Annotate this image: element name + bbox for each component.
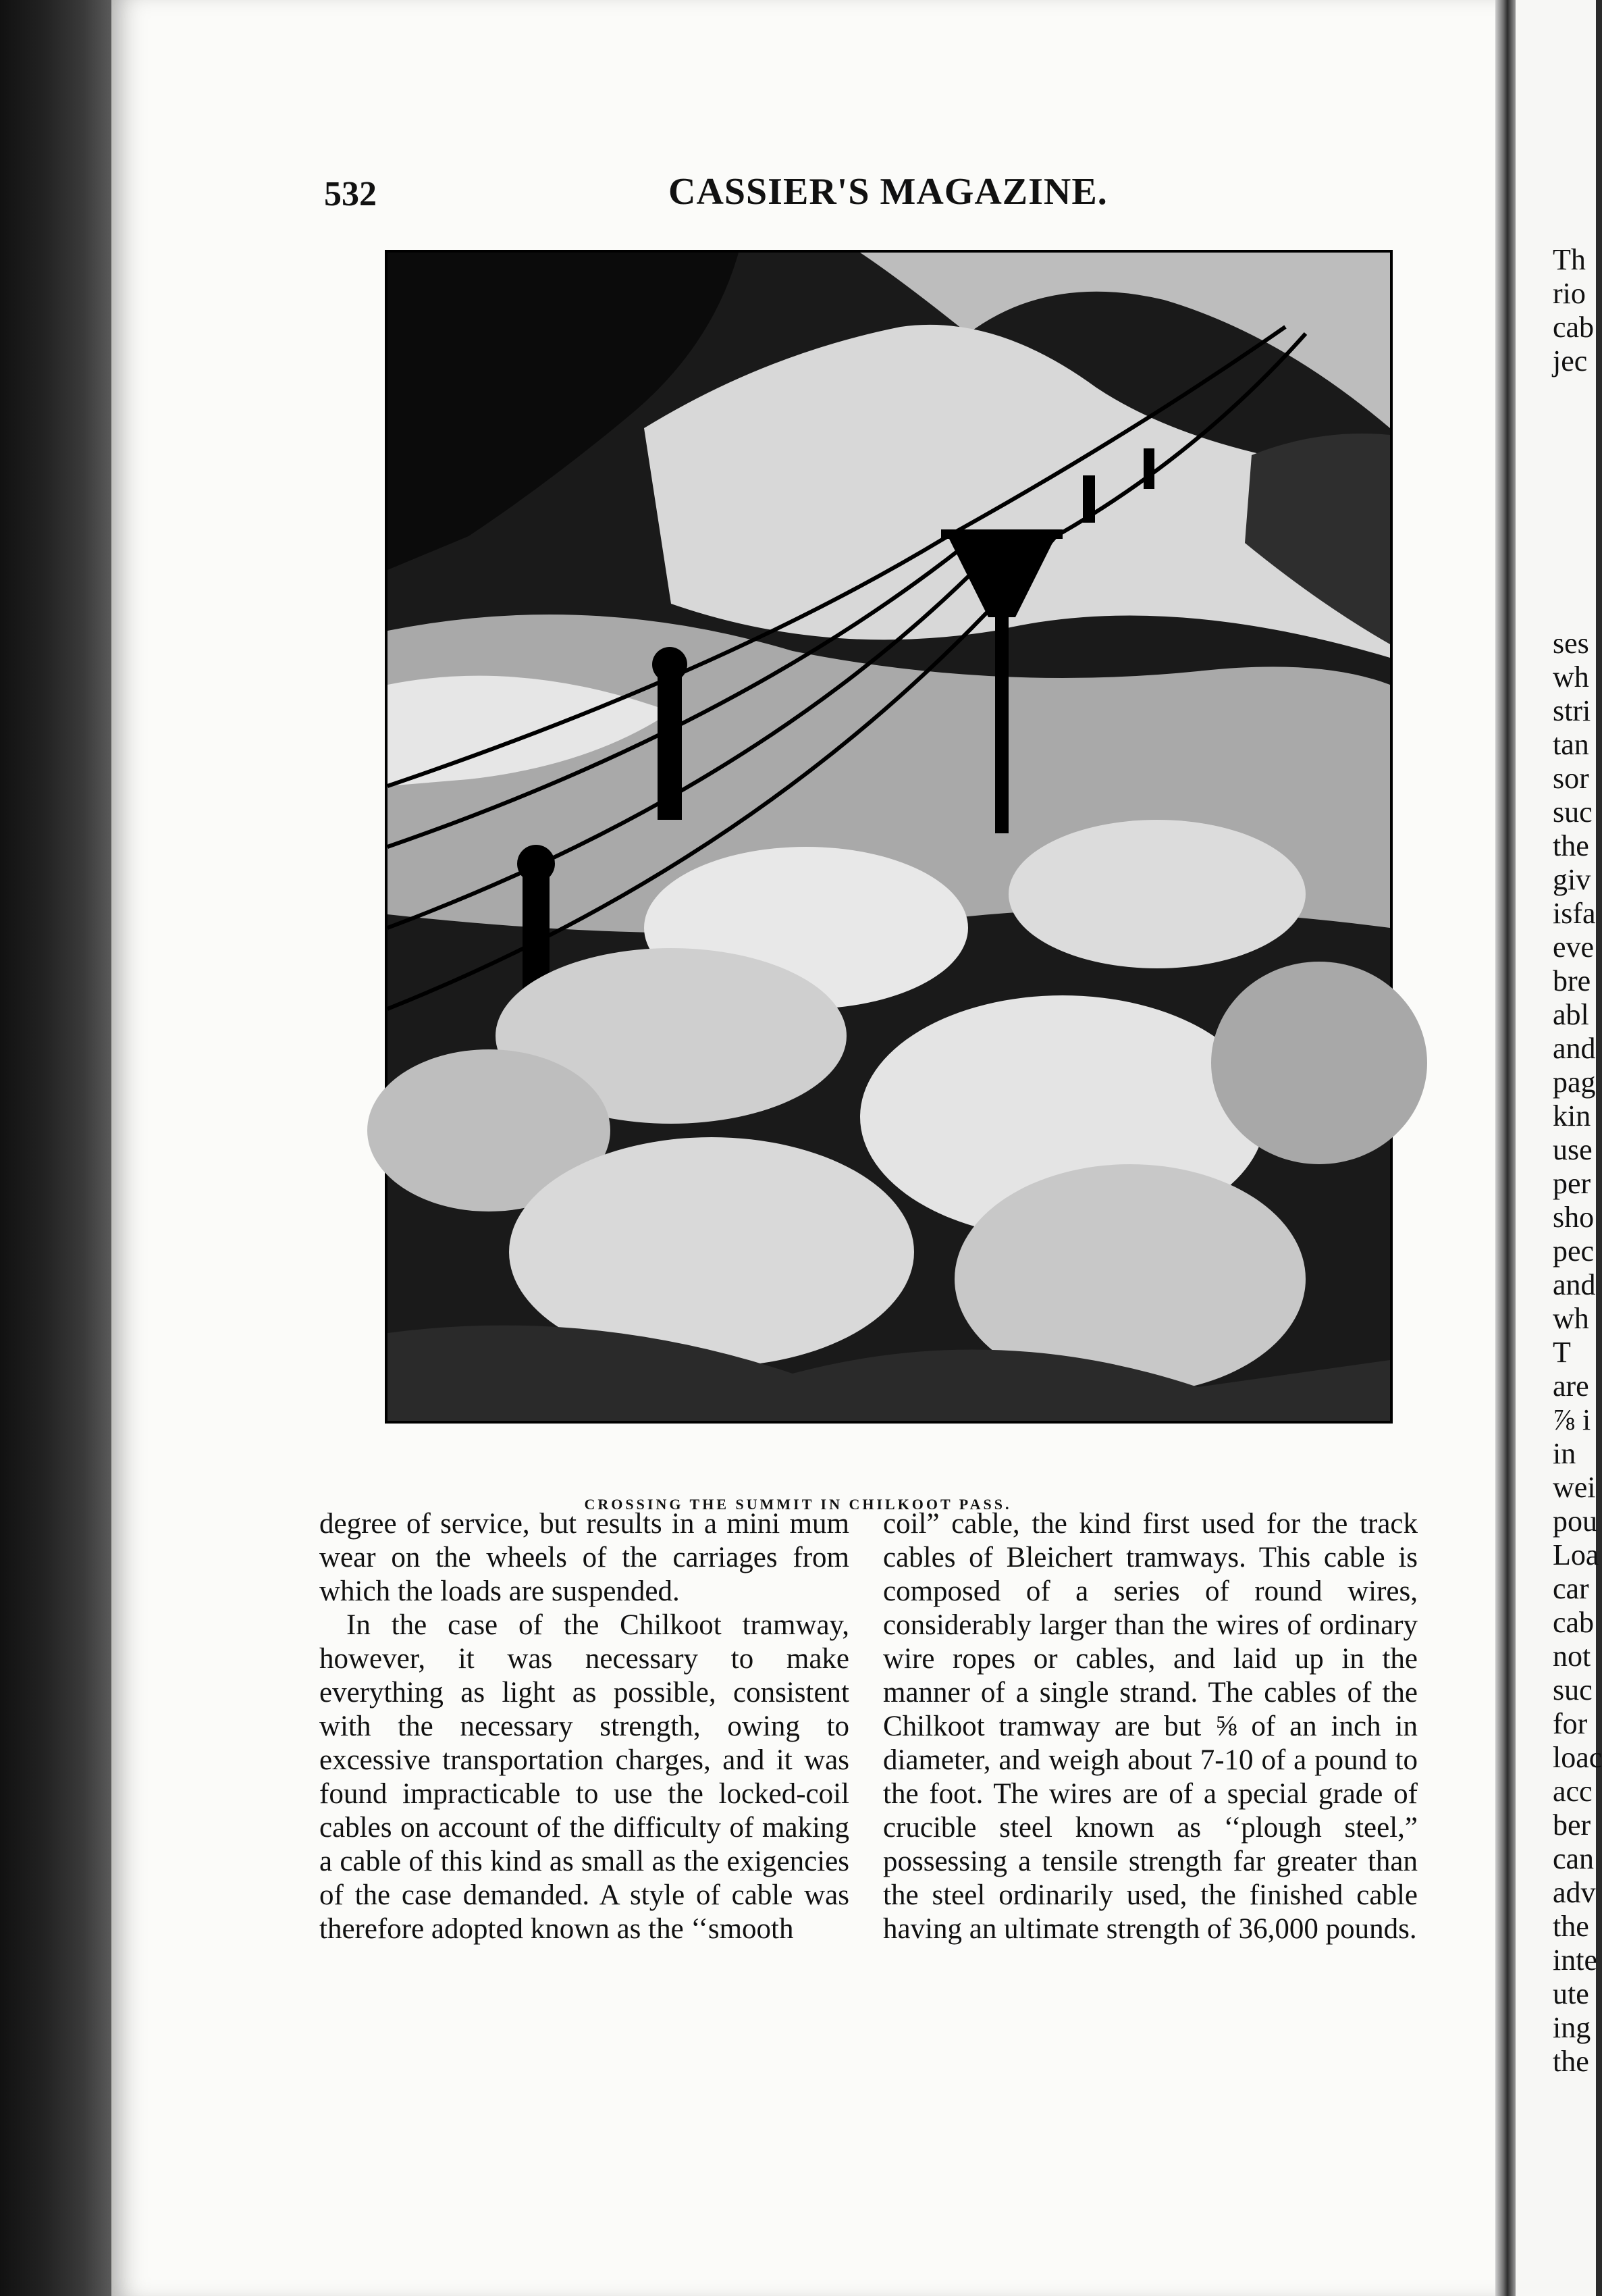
illustration-chilkoot-pass	[385, 250, 1393, 1424]
fragment: rio	[1553, 277, 1586, 310]
figure-caption: CROSSING THE SUMMIT IN CHILKOOT PASS.	[584, 1496, 1012, 1513]
fragment: sor	[1553, 762, 1589, 795]
fragment: jec	[1553, 344, 1588, 377]
fragment: inte	[1553, 1943, 1597, 1977]
fragment: not	[1553, 1640, 1591, 1673]
fragment: wh	[1553, 660, 1589, 694]
fragment: kin	[1553, 1099, 1591, 1132]
paragraph: In the case of the Chilkoot tramway, however, it was necessary to make everything as light as possible, consistent with the necessary strength, owing to excessive transportation charges, and it was found impracticable to use the locked-coil cables on account of the difficulty of making a cable of this kind as small as the exigencies of the case demanded. A style of cable was therefore adopted known as the ‘‘smooth	[319, 1609, 849, 1945]
fragment: eve	[1553, 931, 1595, 964]
fragment: suc	[1553, 795, 1593, 829]
facing-page-fragments-bottom	[1553, 627, 1602, 2079]
fragment: pou	[1553, 1505, 1597, 1538]
fragment: wh	[1553, 1302, 1589, 1335]
fragment: pec	[1553, 1234, 1595, 1268]
fragment: wei	[1553, 1471, 1596, 1504]
fragment: sho	[1553, 1201, 1595, 1234]
fragment: Th	[1553, 243, 1586, 276]
fragment: ses	[1553, 627, 1589, 660]
fragment: bre	[1553, 964, 1591, 997]
fragment: the	[1553, 829, 1589, 862]
fragment: and	[1553, 1032, 1596, 1065]
paragraph: degree of service, but results in a mini mum wear on the wheels of the carriages from which the loads are suspended.	[319, 1508, 849, 1607]
fragment: pag	[1553, 1066, 1596, 1099]
fragment: ⅞ i	[1553, 1403, 1591, 1436]
fragment: suc	[1553, 1673, 1593, 1706]
tramway-illustration	[388, 253, 1390, 1421]
fragment: Loa	[1553, 1538, 1599, 1571]
page-number: 532	[324, 175, 377, 213]
fragment: cab	[1553, 311, 1595, 344]
fragment: abl	[1553, 998, 1589, 1031]
fragment: car	[1553, 1572, 1589, 1605]
fragment: ing	[1553, 2011, 1591, 2044]
left-text-column	[319, 1507, 849, 1946]
fragment: in	[1553, 1437, 1576, 1470]
scan-dark-edge	[0, 0, 111, 2296]
fragment: and	[1553, 1268, 1596, 1301]
fragment: ute	[1553, 1977, 1589, 2010]
running-title: CASSIER'S MAGAZINE.	[668, 171, 1108, 213]
fragment: cab	[1553, 1606, 1595, 1639]
fragment: ber	[1553, 1808, 1591, 1842]
facing-page-fragments-top	[1553, 243, 1594, 378]
fragment: adv	[1553, 1876, 1596, 1909]
fragment: the	[1553, 1910, 1589, 1943]
fragment: can	[1553, 1842, 1595, 1875]
fragment: tan	[1553, 728, 1589, 761]
fragment: are	[1553, 1369, 1589, 1403]
paragraph: coil” cable, the kind first used for the track cables of Bleichert tramways. This cable is composed of a series of round wires, considerably larger than the wires of ordinary wire ropes or cables, and laid up in the manner of a single strand. The cables of the Chilkoot tramway are but ⅝ of an inch in diameter, and weigh about 7-10 of a pound to the foot. The wires are of a special grade of crucible steel known as ‘‘plough steel,” possessing a tensile strength far greater than the steel ordinarily used, the finished cable having an ultimate strength of 36,000 pounds.	[883, 1508, 1418, 1945]
fragment: loac	[1553, 1741, 1602, 1774]
fragment: the	[1553, 2045, 1589, 2078]
fragment: acc	[1553, 1775, 1593, 1808]
fragment: giv	[1553, 863, 1591, 896]
fragment: per	[1553, 1167, 1591, 1200]
fragment: stri	[1553, 694, 1591, 727]
fragment: for	[1553, 1707, 1588, 1740]
book-gutter	[1495, 0, 1516, 2296]
fragment: isfa	[1553, 897, 1596, 930]
fragment: use	[1553, 1133, 1593, 1166]
fragment: T	[1553, 1336, 1571, 1369]
right-text-column	[883, 1507, 1418, 1946]
